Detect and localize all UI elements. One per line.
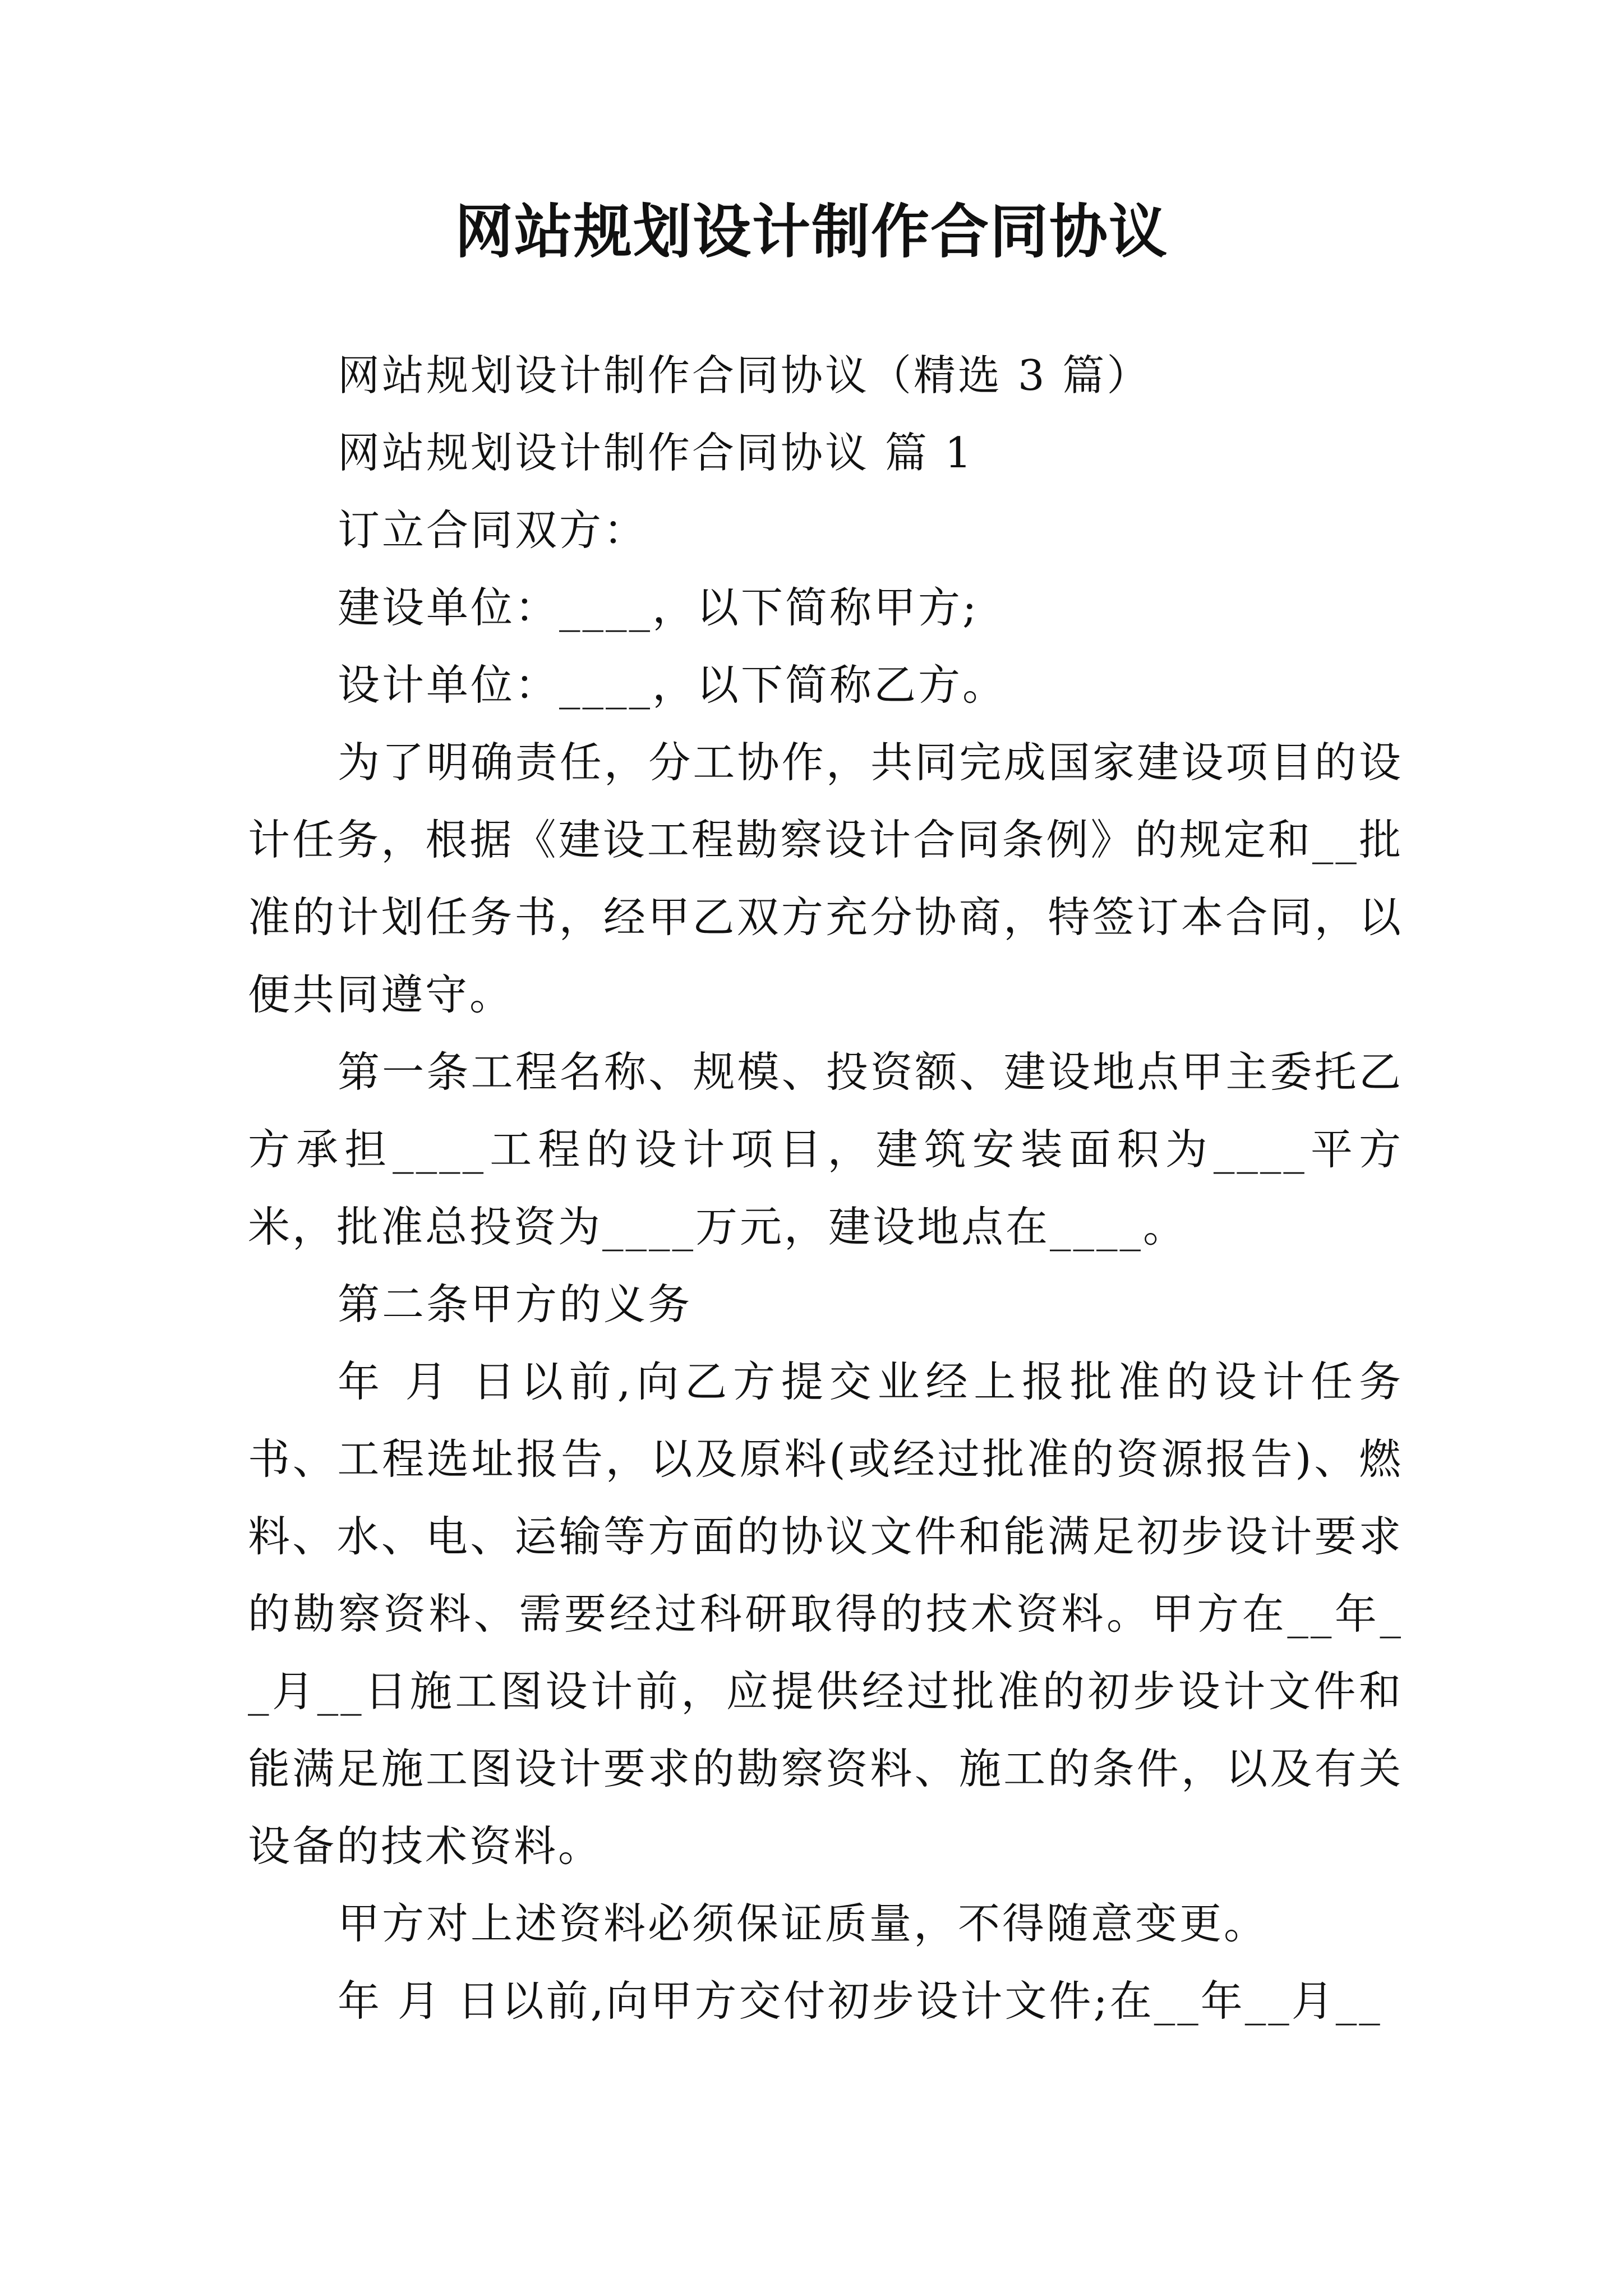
document-body xyxy=(248,337,1403,2040)
paragraph-section-heading: 网站规划设计制作合同协议 篇 1 xyxy=(338,428,974,477)
paragraph-article-2-body: 年 月 日以前,向乙方提交业经上报批准的设计任务书、工程选址报告，以及原料(或经过批准的资源报告)、燃料、水、电、运输等方面的协议文件和能满足初步设计要求的勘察资料、需要经过科研取得的技术资料。甲方在__年__月__日施工图设计前，应提供经过批准的初步设计文件和能满足施工图设计要求的勘察资料、施工的条件，以及有关设备的技术资料。 xyxy=(248,1357,1403,1871)
paragraph-article-2-heading: 第二条甲方的义务 xyxy=(338,1280,693,1329)
document-title: 网站规划设计制作合同协议 xyxy=(454,197,1168,266)
paragraph-preamble: 为了明确责任，分工协作，共同完成国家建设项目的设计任务，根据《建设工程勘察设计合同条例》的规定和__批准的计划任务书，经甲乙双方充分协商，特签订本合同，以便共同遵守。 xyxy=(248,738,1403,1019)
paragraph-quality: 甲方对上述资料必须保证质量，不得随意变更。 xyxy=(338,1899,1269,1948)
paragraph-delivery: 年 月 日以前,向甲方交付初步设计文件;在__年__月__ xyxy=(338,1976,1382,2026)
paragraph-article-1: 第一条工程名称、规模、投资额、建设地点甲主委托乙方承担____工程的设计项目，建筑安装面积为____平方米，批准总投资为____万元，建设地点在____。 xyxy=(248,1047,1403,1251)
paragraph-party-a: 建设单位：____，以下简称甲方; xyxy=(338,583,979,632)
paragraph-subtitle: 网站规划设计制作合同协议（精选 3 篇） xyxy=(338,351,1151,400)
paragraph-parties: 订立合同双方： xyxy=(338,505,648,555)
paragraph-party-b: 设计单位：____，以下简称乙方。 xyxy=(338,660,1007,710)
